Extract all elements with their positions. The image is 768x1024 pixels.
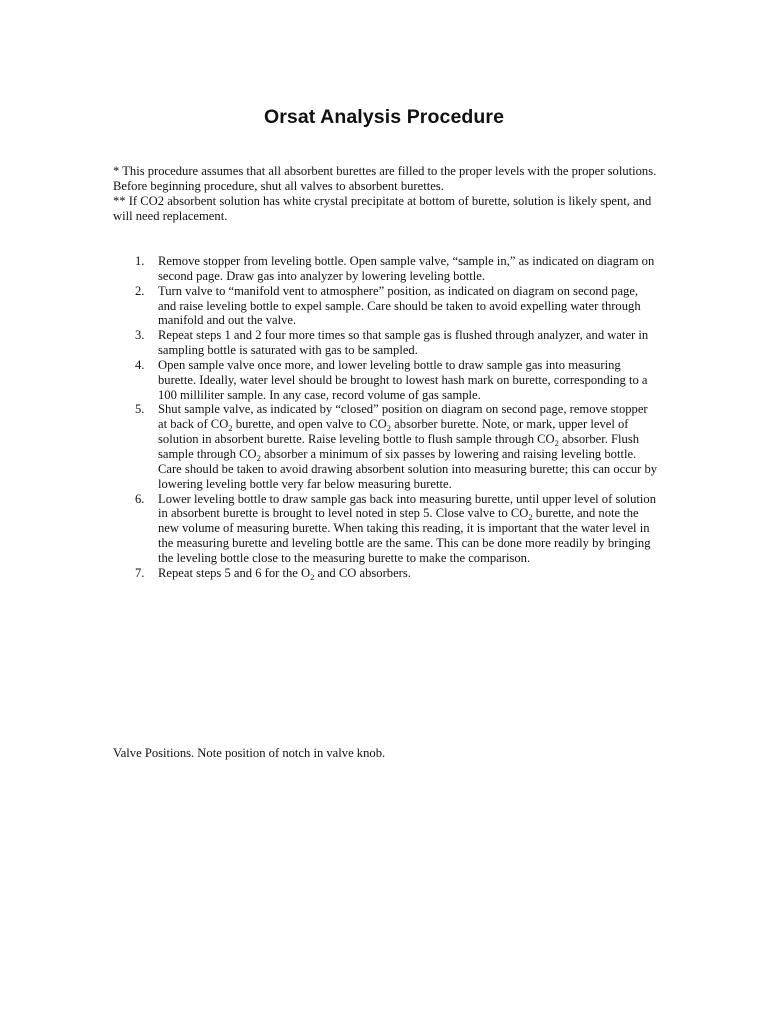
subscript: 2	[386, 423, 392, 434]
list-item	[113, 402, 658, 491]
step-text: Remove stopper from leveling bottle. Open sample valve, “sample in,” as indicated on diagram on second page. Draw gas into analyzer by lowering leveling bottle.	[158, 254, 655, 283]
step-text-part: absorber. Flush sample through CO	[158, 432, 640, 461]
step-text-part: absorber burette. Note, or mark, upper level of solution in absorbent burette. Raise leveling bottle to flush sample through CO	[158, 417, 629, 447]
list-item	[113, 284, 658, 329]
step-text	[158, 566, 411, 580]
subscript: 2	[228, 423, 233, 434]
step-text-part: burette, and note the new volume of measuring burette. When taking this reading, it is important that the water level in the measuring burette and leveling bottle are the same. This can be done more readily by bringing the leveling bottle close to the measuring burette to make the comparison.	[158, 506, 651, 565]
page-title: Orsat Analysis Procedure	[263, 106, 505, 128]
subscript: 2	[256, 452, 261, 463]
step-text: Repeat steps 1 and 2 four more times so that sample gas is flushed through analyzer, and water in sampling bottle is saturated with gas to be sampled.	[158, 328, 649, 358]
step-number: 7.	[135, 565, 145, 580]
subscript: 2	[554, 438, 559, 449]
intro-notes	[113, 164, 673, 224]
intro-note-absorbent-burettes: * This procedure assumes that all absorbent burettes are filled to the proper levels with the proper solutions. Before beginning procedure, shut all valves to absorbent burettes.	[113, 164, 657, 193]
step-text-part: Lower leveling bottle to draw sample gas back into measuring burette, until upper level of solution in absorbent burette is brought to level noted in step 5. Close valve to CO	[158, 491, 657, 521]
step-text-part: burette, and open valve to CO	[232, 417, 387, 432]
list-item	[113, 358, 658, 403]
procedure-steps-list	[113, 254, 658, 581]
list-item	[113, 492, 658, 566]
step-number: 4.	[135, 357, 145, 372]
step-text-part: absorber a minimum of six passes by lowering and raising leveling bottle. Care should be taken to avoid drawing absorbent solution into measuring burette; this can occur by lowering leveling bottle very far below measuring burette.	[158, 446, 658, 491]
subscript: 2	[528, 512, 533, 523]
step-number: 6.	[135, 491, 145, 506]
valve-positions-note: Valve Positions. Note position of notch in valve knob.	[113, 746, 386, 760]
step-text-part: Shut sample valve, as indicated by “closed” position on diagram on second page, remove stopper at back of CO	[158, 402, 648, 432]
list-item	[113, 328, 658, 358]
step-text	[158, 492, 656, 565]
step-number: 1.	[135, 254, 145, 268]
list-item	[113, 254, 658, 284]
step-text-part: Repeat steps 5 and 6 for the O	[158, 565, 311, 580]
intro-note-co2-solution: ** If CO2 absorbent solution has white crystal precipitate at bottom of burette, solution is likely spent, and will need replacement.	[113, 194, 652, 223]
subscript: 2	[310, 571, 315, 582]
list-item	[113, 566, 658, 581]
step-number: 3.	[135, 328, 145, 343]
step-number: 2.	[135, 283, 145, 298]
step-text-part: and CO absorbers.	[314, 565, 411, 580]
step-text	[158, 402, 657, 490]
step-text: Open sample valve once more, and lower leveling bottle to draw sample gas into measuring burette. Ideally, water level should be brought to lowest hash mark on burette, corresponding to a 100 milliliter sample. In any case, record volume of gas sample.	[158, 357, 648, 402]
step-number: 5.	[135, 402, 145, 417]
step-text: Turn valve to “manifold vent to atmosphere” position, as indicated on diagram on second page, and raise leveling bottle to expel sample. Care should be taken to avoid expelling water through manifold and out the valve.	[158, 283, 641, 328]
